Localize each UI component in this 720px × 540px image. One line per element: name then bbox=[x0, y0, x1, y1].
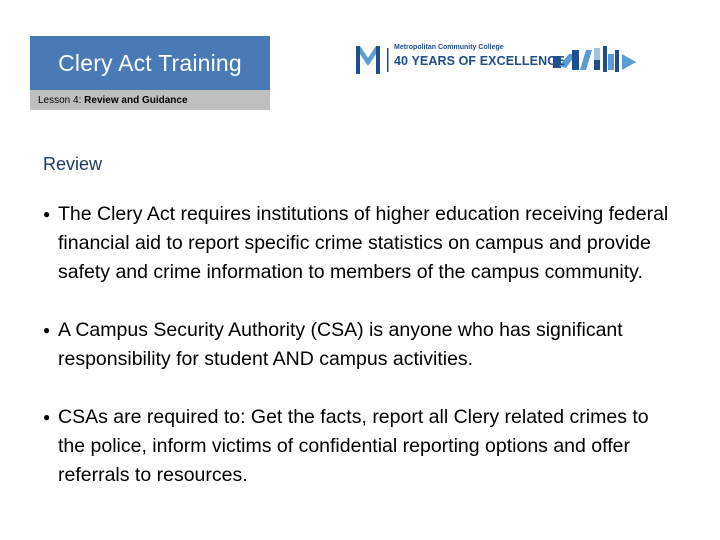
bullet-icon: ● bbox=[43, 323, 51, 337]
section-heading: Review bbox=[43, 154, 103, 174]
lesson-prefix: Lesson 4: bbox=[38, 94, 82, 106]
decorative-shapes-icon bbox=[553, 46, 636, 72]
bullet-list bbox=[43, 200, 673, 519]
lesson-bar bbox=[30, 90, 270, 110]
bullet-text: CSAs are required to: Get the facts, report all Clery related crimes to the police, inform victims of confidential reporting options and offer referrals to resources. bbox=[58, 406, 649, 486]
presentation-title: Clery Act Training bbox=[58, 49, 242, 76]
list-item bbox=[43, 316, 673, 374]
list-item bbox=[43, 200, 673, 287]
bullet-icon: ● bbox=[43, 207, 51, 221]
lesson-label bbox=[30, 95, 188, 106]
logo-tagline: 40 YEARS OF EXCELLENCE bbox=[394, 54, 565, 68]
bullet-icon: ● bbox=[43, 410, 51, 424]
list-item bbox=[43, 403, 673, 490]
title-banner bbox=[30, 36, 270, 90]
logo-college-name: Metropolitan Community College bbox=[394, 44, 504, 51]
bullet-text: The Clery Act requires institutions of higher education receiving federal financial aid to report specific crime statistics on campus and provide safety and crime information to members of the campus community. bbox=[58, 203, 669, 283]
bullet-text: A Campus Security Authority (CSA) is anyone who has significant responsibility for student AND campus activities. bbox=[58, 319, 623, 370]
lesson-title: Review and Guidance bbox=[84, 94, 188, 106]
m-mark-icon bbox=[356, 46, 380, 74]
